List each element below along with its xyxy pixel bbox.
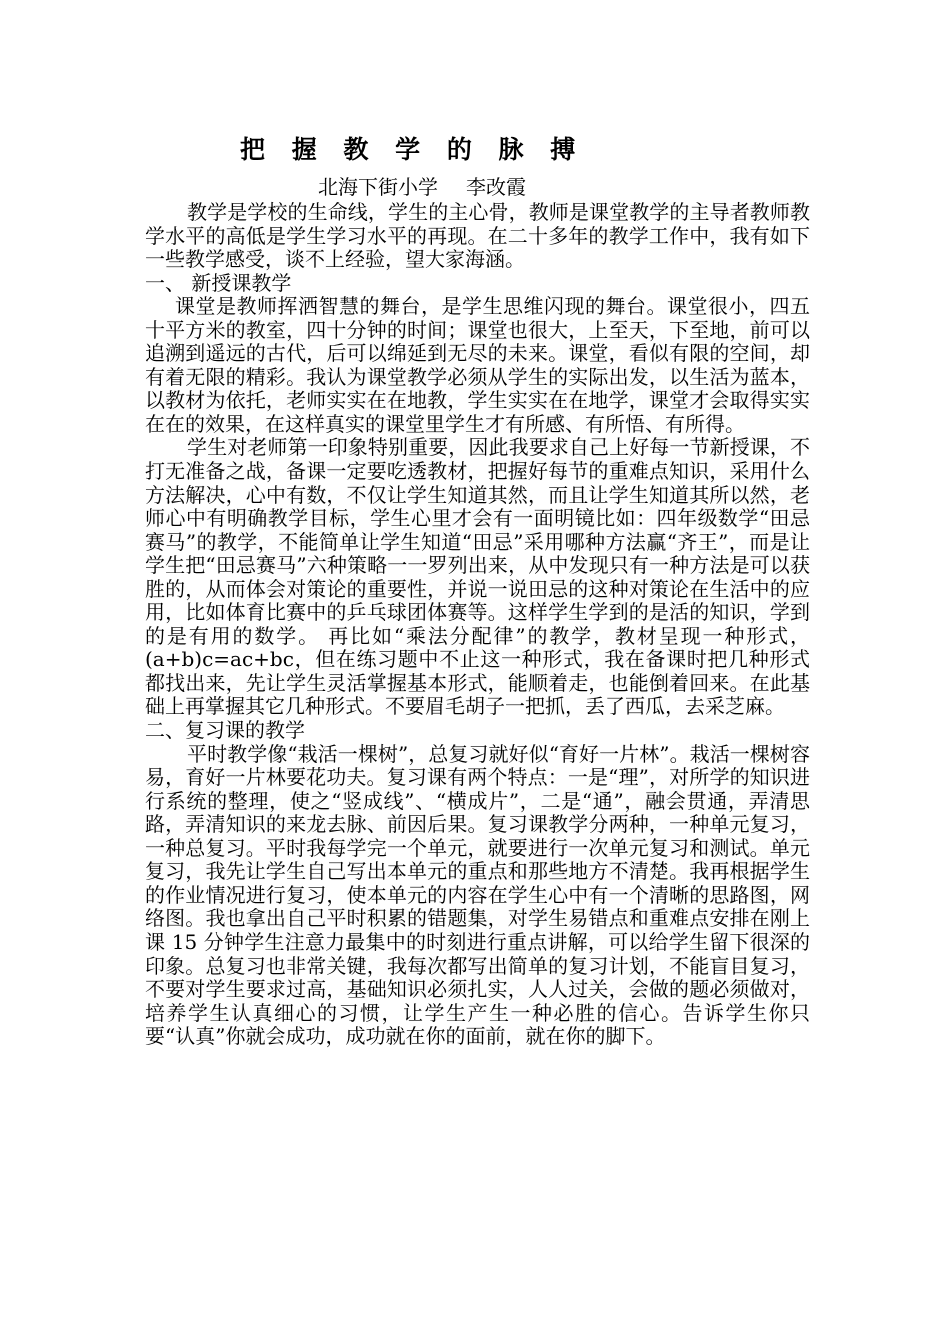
section-heading-review-lesson: 二、复习课的教学 (145, 718, 305, 743)
section1-paragraph-2: 学生对老师第一印象特别重要，因此我要求自己上好每一节新授课，不打无准备之战，备课一定要吃透教材，把握好每节的重难点知识，采用什么方法解决，心中有数，不仅让学生知道其然，而且让学生知道其所以然，老师心中有明确教学目标，学生心里才会有一面明镜比如：四年级数学“田忌赛马”的教学，不能简单让学生知道“田忌”采用哪种方法赢“齐王”，而是让学生把“田忌赛马”六种策略一一罗列出来，从中发现只有一种方法是可以获胜的，从而体会对策论的重要性，并说一说田忌的这种对策论在生活中的应用，比如体育比赛中的乒乓球团体赛等。这样学生学到的是活的知识，学到的是有用的数学。 再比如“乘法分配律”的教学，教材呈现一种形式，(a+b)c=ac+bc，但在练习题中不止这一种形式，我在备课时把几种形式都找出来，先让学生灵活掌握基本形式，能顺着走，也能倒着回来。在此基础上再掌握其它几种形式。不要眉毛胡子一把抓，丢了西瓜，去采芝麻。 (145, 435, 810, 719)
document-title: 把 握 教 学 的 脉 搏 (240, 135, 585, 164)
author-name: 李改霞 (466, 175, 526, 199)
author-line (318, 173, 810, 201)
intro-paragraph: 教学是学校的生命线，学生的主心骨，教师是课堂教学的主导者教师教学水平的高低是学生学习水平的再现。在二十多年的教学工作中，我有如下一些教学感受，谈不上经验，望大家海涵。 (145, 200, 810, 272)
section-heading-new-lesson: 一、 新授课教学 (145, 270, 292, 295)
document-page (145, 132, 810, 1049)
section2-paragraph-1: 平时教学像“栽活一棵树”，总复习就好似“育好一片林”。栽活一棵树容易，育好一片林要花功夫。复习课有两个特点：一是“理”，对所学的知识进行系统的整理，使之“竖成线”、“横成片”，二是“通”，融会贯通，弄清思路，弄清知识的来龙去脉、前因后果。复习课教学分两种，一种单元复习，一种总复习。平时我每学完一个单元，就要进行一次单元复习和测试。单元复习，我先让学生自己写出本单元的重点和那些地方不清楚。我再根据学生的作业情况进行复习，使本单元的内容在学生心中有一个清晰的思路图，网络图。我也拿出自己平时积累的错题集，对学生易错点和重难点安排在刚上课 15 分钟学生注意力最集中的时刻进行重点讲解，可以给学生留下很深的印象。总复习也非常关键，我每次都写出简单的复习计划，不能盲目复习，不要对学生要求过高，基础知识必须扎实，人人过关，会做的题必须做对，培养学生认真细心的习惯，让学生产生一种必胜的信心。告诉学生你只要“认真”你就会成功，成功就在你的面前，就在你的脚下。 (145, 741, 810, 1049)
section1-paragraph-1: 课堂是教师挥洒智慧的舞台，是学生思维闪现的舞台。课堂很小，四五十平方米的教室，四十分钟的时间；课堂也很大，上至天，下至地，前可以追溯到遥远的古代，后可以绵延到无尽的未来。课堂，看似有限的空间，却有着无限的精彩。我认为课堂教学必须从学生的实际出发，以生活为蓝本，以教材为依托，老师实实在在地教，学生实实在在地学，课堂才会取得实实在在的效果，在这样真实的课堂里学生才有所感、有所悟、有所得。 (145, 294, 810, 436)
school-name: 北海下街小学 (318, 175, 438, 199)
